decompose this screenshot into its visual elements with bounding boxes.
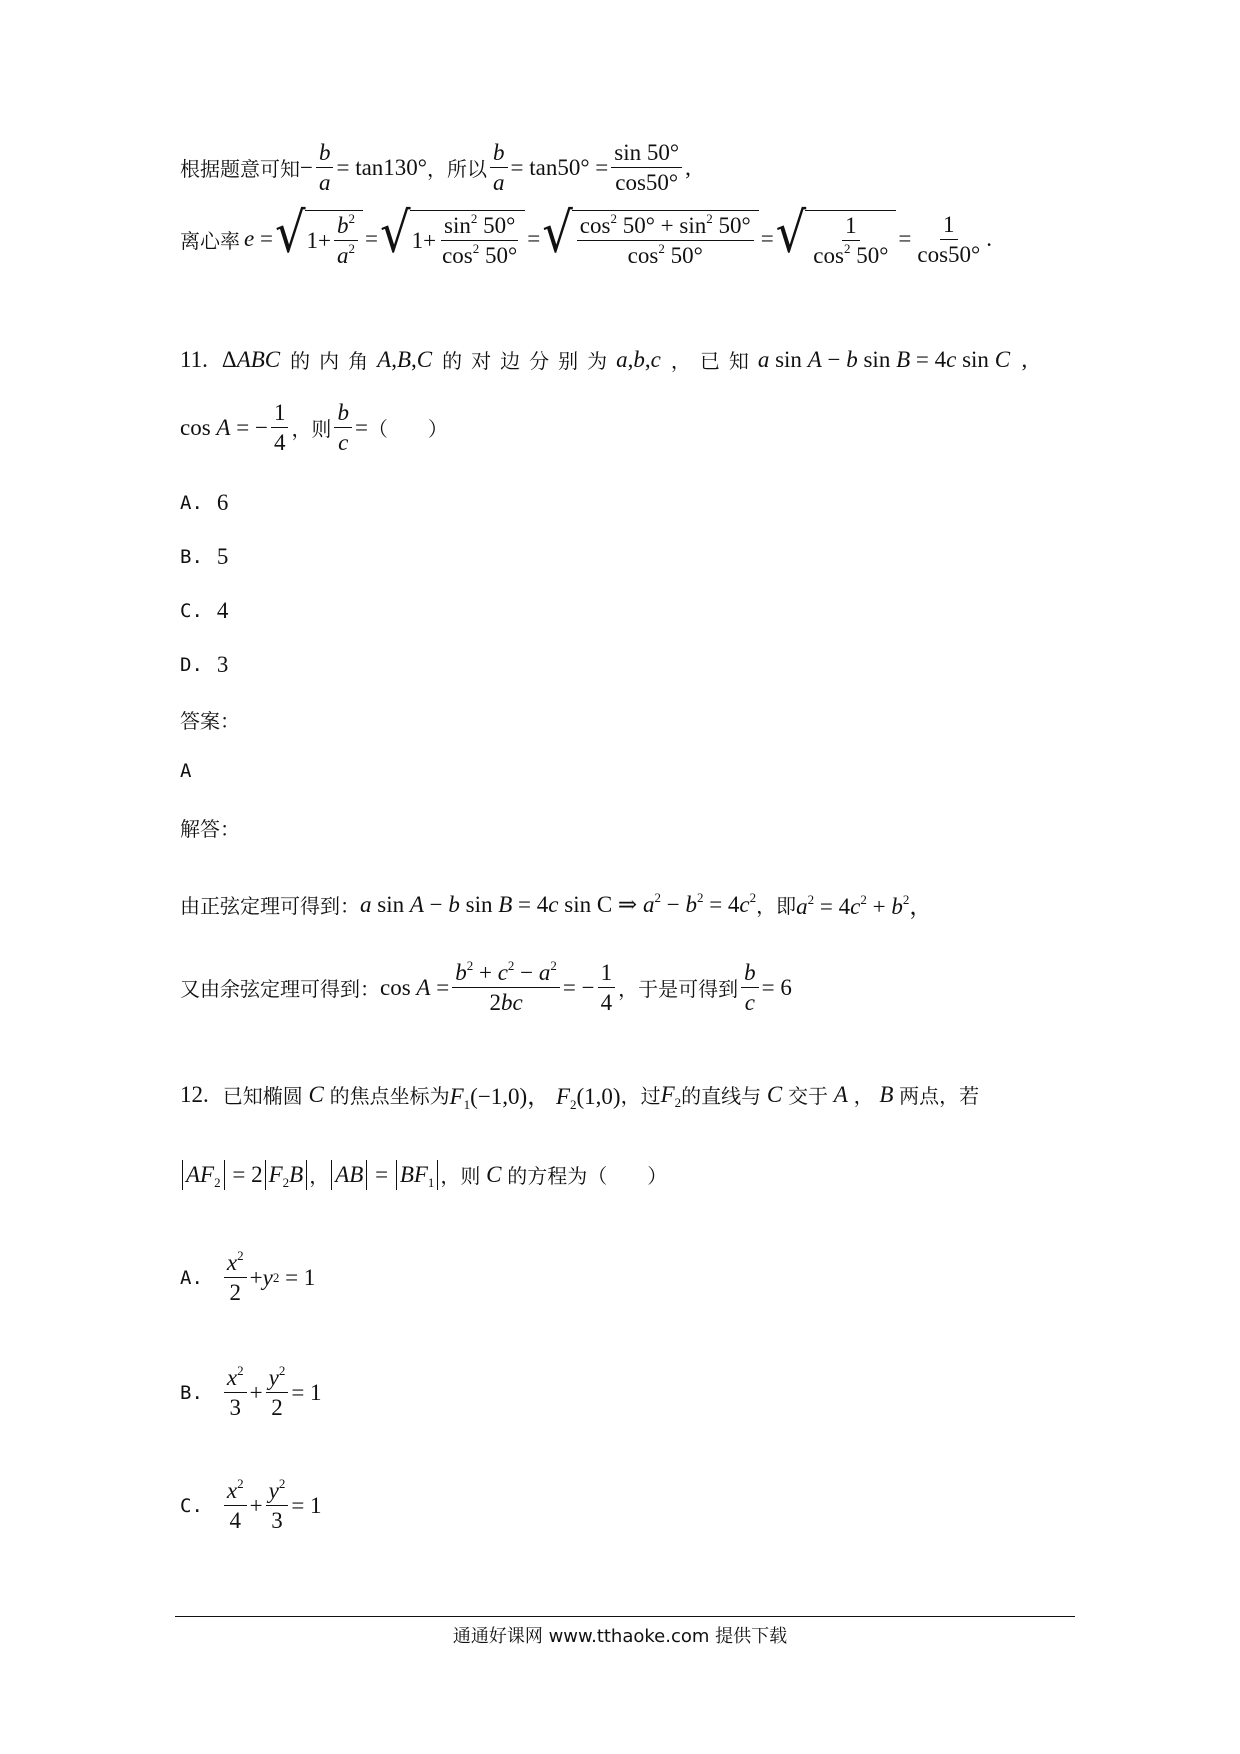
option-letter: C. [180, 600, 203, 622]
footer-text: 通通好课网 www.tthaoke.com 提供下载 [452, 1626, 788, 1647]
text-fragment: ，则 [291, 417, 332, 442]
q11-stem-line1: 11. ΔABC 的内角 A , B , C 的对边分别为 a , b , c ，已知 a sin A − b sin B = 4c sin C , [180, 346, 1028, 373]
option-letter: C. [180, 1494, 203, 1517]
question-number: 12. [180, 1081, 209, 1107]
fraction: $\frac{b^2 + c^2 - a^2}{2bc}$ [452, 960, 560, 1016]
solution-label: 解答： [180, 817, 240, 841]
option-letter: B. [180, 546, 203, 568]
text-fragment: ，所以 [427, 157, 488, 182]
text-fragment: 又由余弦定理可得到： [180, 977, 380, 1002]
text-fragment: 的直线与 [681, 1084, 762, 1108]
fraction: $\frac{1}{\cos 50^\circ}$ [917, 211, 981, 267]
eccentricity-step-1: 根据题意可知 − $\frac{b}{a}$ = tan130° ，所以 $\frac{b}{a}$ = tan50° = $\frac{\sin 50^\circ}{\cos 50^\circ}$ , [180, 140, 691, 196]
question-number: 11. [180, 346, 208, 372]
option-letter: A. [180, 492, 203, 514]
text-fragment: 交于 [788, 1084, 828, 1108]
text-fragment: 的对边分别为 [442, 349, 617, 373]
q11-option-c[interactable] [180, 598, 228, 624]
answer-label: 答案： [180, 709, 240, 733]
fraction: $\frac{b}{c}$ [741, 960, 759, 1016]
option-letter: D. [180, 654, 203, 676]
q11-option-b[interactable] [180, 544, 228, 570]
text-fragment: 由正弦定理可得到： [180, 894, 360, 918]
option-value: 4 [216, 598, 229, 623]
text-fragment: ，已知 [670, 349, 758, 373]
sqrt: √ 1+ $\frac{\sin^2 50^\circ}{\cos^2 50^\circ}$ [380, 210, 525, 269]
option-letter: B. [180, 1381, 203, 1404]
fraction: $\frac{1}{4}$ [598, 960, 616, 1016]
q12-stem-line1: 12. 已知椭圆 C 的焦点坐标为 $F_1(-1,0)$， $F_2(1,0)$ ，过 $F_2$ 的直线与 C 交于 A ， B 两点，若 [180, 1081, 980, 1112]
fraction: $\frac{b}{a}$ [316, 140, 334, 196]
footer-divider [175, 1616, 1075, 1617]
option-letter: A. [180, 1266, 203, 1289]
text-fragment: 两点，若 [899, 1084, 980, 1108]
sqrt: √ $\frac{\cos^2 50^\circ + \sin^2 50^\circ}{\cos^2 50^\circ}$ [542, 210, 758, 269]
q12-option-a[interactable]: A. $\frac{x^2}{2}$ + y 2 = 1 [180, 1248, 316, 1306]
option-value: 5 [216, 544, 229, 569]
option-value: 6 [216, 490, 229, 515]
q11-solution-line2: 又由余弦定理可得到： cos A = $\frac{b^2 + c^2 - a^2}{2bc}$ = − $\frac{1}{4}$ ，于是可得到 $\frac{b}{c}$ = 6 [180, 958, 792, 1016]
q12-option-b[interactable]: B. $\frac{x^2}{3}$ + $\frac{y^2}{2}$ = 1 [180, 1363, 322, 1421]
answer-value: A [180, 760, 192, 782]
text-fragment: ，于是可得到 [618, 977, 739, 1002]
text-fragment: ，过 [620, 1084, 661, 1108]
text-fragment: 的方程为（ ） [507, 1164, 668, 1189]
sqrt: √ $\frac{1}{\cos^2 50^\circ}$ [776, 210, 897, 269]
text-fragment: 根据题意可知 [180, 157, 300, 182]
text-fragment: 的焦点坐标为 [329, 1084, 450, 1108]
q12-option-c[interactable]: C. $\frac{x^2}{4}$ + $\frac{y^2}{3}$ = 1 [180, 1476, 322, 1534]
q11-solution-line1: 由正弦定理可得到： a sin A − b sin B = 4c sin C ⇒ $a^2 - b^2 = 4c^2$ ，即 $a^2 = 4c^2 + b^2$， [180, 889, 933, 919]
q11-stem-line2: cos A = − $\frac{1}{4}$ ，则 $\frac{b}{c}$ = （ ） [180, 400, 448, 456]
q12-stem-line2: $AF_2 = 2$ $F_2B$ ， AB = $BF_1$ ，则 C 的方程为（ ） [180, 1160, 667, 1190]
text-fragment: 的内角 [290, 349, 378, 373]
fraction: $\frac{b}{a}$ [490, 140, 508, 196]
fraction: $\frac{\sin 50^\circ}{\cos 50^\circ}$ [611, 140, 682, 196]
q11-option-d[interactable] [180, 652, 228, 678]
text-fragment: 已知椭圆 [222, 1084, 303, 1108]
text-fragment: ，即 [756, 894, 797, 918]
eccentricity-step-2: 离心率 e = √ 1+ $\frac{b^2}{a^2}$ = √ 1+ $\frac{\sin^2 50^\circ}{\cos^2 50^\circ}$ = √ $\frac{\cos^2 50^\circ + \sin^2 50^\circ}{\cos^2 50^\circ}$ = √ $\frac{1}{\cos^2 50^\circ}$ = $\frac{1}{\cos 50^\circ}$ . [180, 201, 992, 269]
text-fragment: 离心率 [180, 228, 240, 253]
q11-option-a[interactable] [180, 490, 228, 516]
text-fragment: ，则 [440, 1164, 481, 1189]
fraction: $\frac{b}{c}$ [334, 400, 352, 456]
text-fragment: （ ） [367, 417, 448, 442]
fraction: $\frac{1}{4}$ [271, 400, 289, 456]
option-value: 3 [216, 652, 229, 677]
sqrt: √ 1+ $\frac{b^2}{a^2}$ [275, 210, 363, 269]
